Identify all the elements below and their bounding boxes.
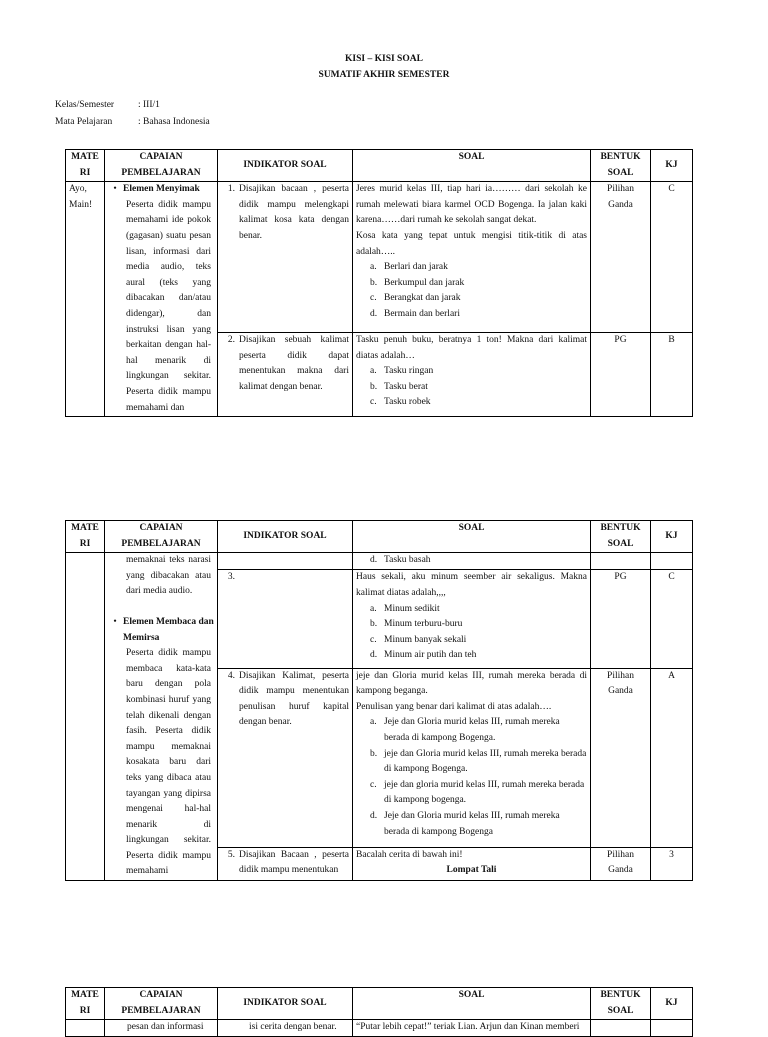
col-materi: MATE RI (66, 521, 105, 553)
capaian-heading: Elemen Menyimak (123, 184, 200, 195)
kj-cell: C (651, 182, 693, 333)
indikator-cell: 4. Disajikan Kalimat, peserta didik mampu menentukan penulisan huruf kapital dengan benar. (218, 668, 353, 847)
bentuk-cell (591, 553, 651, 570)
capaian-cont: memaknai teks narasi yang dibacakan atau dari media audio. (126, 555, 211, 597)
soal-cell: “Putar lebih cepat!” teriak Lian. Arjun dan Kinan memberi (353, 1020, 591, 1037)
kelas-value: : III/1 (138, 100, 160, 110)
col-indikator: INDIKATOR SOAL (218, 521, 353, 553)
col-materi: MATE RI (66, 988, 105, 1020)
col-indikator: INDIKATOR SOAL (218, 150, 353, 182)
mata-pelajaran (55, 115, 210, 131)
soal-cell: Tasku penuh buku, beratnya 1 ton! Makna dari kalimat diatas adalah… a. Tasku ringan b. Tasku berat c. Tasku robek (353, 333, 591, 417)
kisi-table-1 (65, 149, 693, 417)
mapel-label: Mata Pelajaran (55, 117, 113, 127)
soal-cell: d. Tasku basah (353, 553, 591, 570)
kj-cell: C (651, 570, 693, 668)
capaian-cell: pesan dan informasi (105, 1020, 218, 1037)
kelas-label: Kelas/Semester (55, 100, 115, 110)
table-row (66, 553, 693, 570)
kj-cell (651, 1020, 693, 1037)
capaian-text: Peserta didik mampu memahami ide pokok (gagasan) suatu pesan lisan, informasi dari media audio, teks aural (teks yang dibacakan dan/atau didengar), dan instruksi lisan yang berkaitan dengan hal-hal menarik di lingkungan sekitar. Peserta didik mampu memahami dan (126, 199, 211, 413)
soal-cell: Bacalah cerita di bawah ini! Lompat Tali (353, 847, 591, 880)
indikator-cell: isi cerita dengan benar. (218, 1020, 353, 1037)
document-title: KISI – KISI SOAL (345, 54, 423, 64)
table-header-row (66, 150, 693, 182)
col-kj: KJ (651, 150, 693, 182)
kelas-semester (55, 98, 160, 114)
bentuk-cell: PG (591, 570, 651, 668)
bentuk-cell (591, 1020, 651, 1037)
kj-cell: B (651, 333, 693, 417)
col-capaian: CAPAIAN PEMBELAJARAN (105, 521, 218, 553)
col-soal: SOAL (353, 988, 591, 1020)
materi-cell (66, 553, 105, 881)
indikator-cell: 5. Disajikan Bacaan , peserta didik mampu menentukan (218, 847, 353, 880)
materi-cell (66, 1020, 105, 1037)
col-soal: SOAL (353, 521, 591, 553)
bentuk-cell: Pilihan Ganda (591, 182, 651, 333)
soal-cell: jeje dan Gloria murid kelas III, rumah mereka berada di kampong beganga. Penulisan yang benar dari kalimat di atas adalah…. a. Jeje dan Gloria murid kelas III, rumah mereka berada di kampong Bogenga. b. jeje dan Gloria murid kelas III, rumah mereka berada di kampong Bogenga. c. jeje dan gloria murid kelas III, rumah mereka berada di kampong bogenga. d. Jeje dan Gloria murid kelas III, rumah mereka berada di kampong Bogenga (353, 668, 591, 847)
soal-cell: Haus sekali, aku minum seember air sekaligus. Makna kalimat diatas adalah,,,, a. Minum sedikit b. Minum terburu-buru c. Minum banyak sekali d. Minum air putih dan teh (353, 570, 591, 668)
bentuk-cell: PG (591, 333, 651, 417)
soal-cell: Jeres murid kelas III, tiap hari ia……… dari sekolah ke rumah melewati biara karmel OCD Bogenga. Ia jalan kaki karena……dari rumah ke sekolah sangat dekat. Kosa kata yang tepat untuk mengisi titik-titik di atas adalah….. a. Berlari dan jarak b. Berkumpul dan jarak c. Berangkat dan jarak d. Bermain dan berlari (353, 182, 591, 333)
table-row (66, 1020, 693, 1037)
col-bentuk: BENTUK SOAL (591, 521, 651, 553)
capaian-cell: memaknai teks narasi yang dibacakan atau dari media audio. • Elemen Membaca dan Memirsa Peserta didik mampu membaca kata-kata baru dengan pola kombinasi huruf yang telah dikenali dengan fasih. Peserta didik mampu memaknai kosakata baru dari teks yang dibaca atau tayangan yang dipirsa mengenai hal-hal menarik di lingkungan sekitar. Peserta didik mampu memahami (105, 553, 218, 881)
table-header-row (66, 988, 693, 1020)
bentuk-cell: Pilihan Ganda (591, 668, 651, 847)
col-kj: KJ (651, 521, 693, 553)
indikator-cell: 2. Disajikan sebuah kalimat peserta didik dapat menentukan makna dari kalimat dengan benar. (218, 333, 353, 417)
indikator-cell (218, 553, 353, 570)
kj-cell (651, 553, 693, 570)
table-header-row (66, 521, 693, 553)
kj-cell: 3 (651, 847, 693, 880)
bentuk-cell: Pilihan Ganda (591, 847, 651, 880)
materi-cell: Ayo, Main! (66, 182, 105, 417)
col-kj: KJ (651, 988, 693, 1020)
col-bentuk: BENTUK SOAL (591, 988, 651, 1020)
table-row (66, 182, 693, 333)
kisi-table-2 (65, 520, 693, 881)
kisi-table-3 (65, 987, 693, 1037)
indikator-cell: 1. Disajikan bacaan , peserta didik mampu melengkapi kalimat kosa kata dengan benar. (218, 182, 353, 333)
story-title: Lompat Tali (446, 865, 497, 876)
col-capaian: CAPAIAN PEMBELAJARAN (105, 988, 218, 1020)
document-subtitle: SUMATIF AKHIR SEMESTER (318, 70, 450, 80)
capaian-text: Peserta didik mampu membaca kata-kata baru dengan pola kombinasi huruf yang telah dikenali dengan fasih. Peserta didik mampu memaknai kosakata baru dari teks yang dibaca atau tayangan yang dipirsa mengenai hal-hal menarik di lingkungan sekitar. Peserta didik mampu memahami (126, 648, 211, 877)
indikator-cell: 3. (218, 570, 353, 668)
col-capaian: CAPAIAN PEMBELAJARAN (105, 150, 218, 182)
col-bentuk: BENTUK SOAL (591, 150, 651, 182)
col-indikator: INDIKATOR SOAL (218, 988, 353, 1020)
col-soal: SOAL (353, 150, 591, 182)
kj-cell: A (651, 668, 693, 847)
mapel-value: : Bahasa Indonesia (138, 117, 210, 127)
capaian-cell: • Elemen Menyimak Peserta didik mampu memahami ide pokok (gagasan) suatu pesan lisan, informasi dari media audio, teks aural (teks yang dibacakan dan/atau didengar), dan instruksi lisan yang berkaitan dengan hal-hal menarik di lingkungan sekitar. Peserta didik mampu memahami dan (105, 182, 218, 417)
capaian-heading: Elemen Membaca dan Memirsa (123, 616, 214, 643)
col-materi: MATE RI (66, 150, 105, 182)
